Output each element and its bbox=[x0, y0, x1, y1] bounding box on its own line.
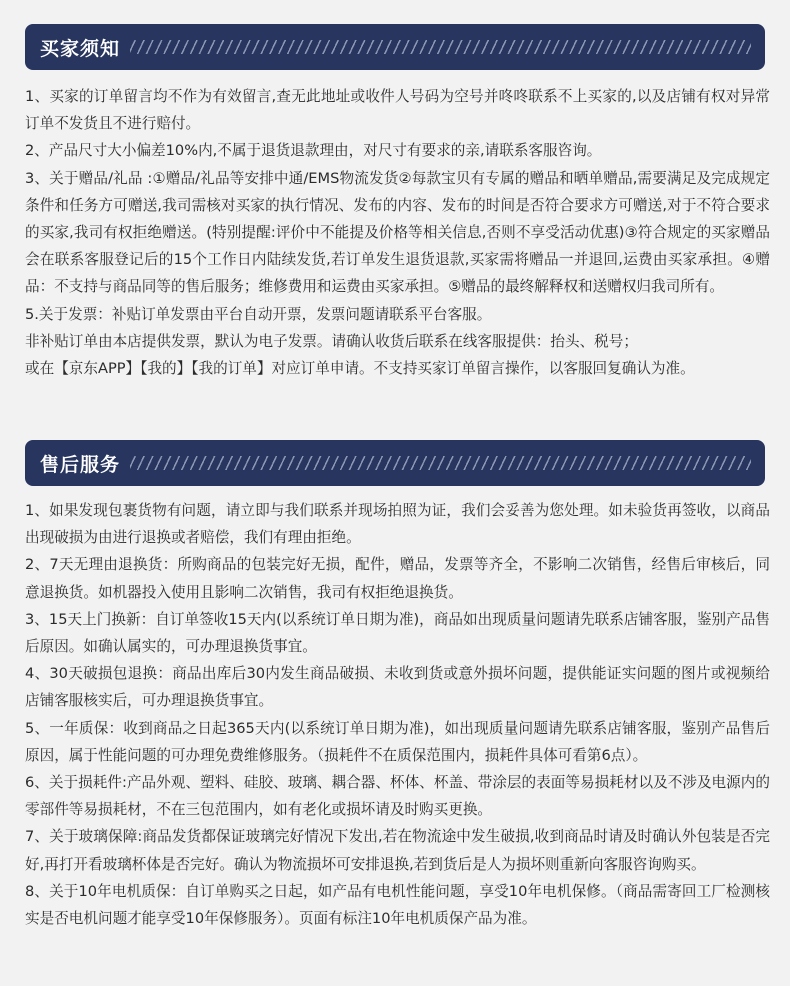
after-sales-paragraph: 7、关于玻璃保障:商品发货都保证玻璃完好情况下发出,若在物流途中发生破损,收到商品时请及时确认外包装是否完好,再打开看玻璃杯体是否完好。确认为物流损坏可安排退换,若到货后是人为损坏则重新向客服咨询购买。 bbox=[25, 828, 770, 873]
after-sales-banner bbox=[25, 440, 765, 486]
after-sales-title: 售后服务 bbox=[40, 453, 121, 476]
after-sales-paragraph: 3、15天上门换新：自订单签收15天内(以系统订单日期为准)，商品如出现质量问题请先联系店铺客服，鉴别产品售后原因。如确认属实的，可办理退换货事宜。 bbox=[25, 610, 770, 656]
after-sales-body bbox=[25, 497, 770, 932]
buyer-notice-paragraph: 3、关于赠品/礼品 :①赠品/礼品等安排中通/EMS物流发货②每款宝贝有专属的赠品和晒单赠品,需要满足及完成规定条件和任务方可赠送,我司需核对买家的执行情况、发布的内容、发布的时间是否符合要求方可赠送,对于不符合要求的买家,我司有权拒绝赠送。(特别提醒:评价中不能提及价格等相关信息,否则不享受活动优惠)③符合规定的买家赠品会在联系客服登记后的15个工作日内陆续发货,若订单发生退货退款,买家需将赠品一并退回,运费由买家承担。④赠品：不支持与商品同等的售后服务；维修费用和运费由买家承担。⑤赠品的最终解释权和送赠权归我司所有。 bbox=[25, 169, 770, 296]
buyer-notice-paragraph: 1、买家的订单留言均不作为有效留言,查无此地址或收件人号码为空号并咚咚联系不上买家的,以及店铺有权对异常订单不发货且不进行赔付。 bbox=[25, 88, 770, 133]
buyer-notice-paragraph: 非补贴订单由本店提供发票，默认为电子发票。请确认收货后联系在线客服提供：抬头、税号； bbox=[25, 332, 638, 350]
after-sales-paragraph: 8、关于10年电机质保：自订单购买之日起，如产品有电机性能问题，享受10年电机保修。（商品需寄回工厂检测核实是否电机问题才能享受10年保修服务）。页面有标注10年电机质保产品为准。 bbox=[25, 882, 770, 928]
buyer-notice-paragraph: 5.关于发票：补贴订单发票由平台自动开票，发票问题请联系平台客服。 bbox=[25, 305, 492, 323]
buyer-notice-paragraph: 或在【京东APP】【我的】【我的订单】对应订单申请。不支持买家订单留言操作，以客服回复确认为准。 bbox=[25, 360, 695, 378]
buyer-notice-banner bbox=[25, 24, 765, 70]
buyer-notice-paragraph: 2、产品尺寸大小偏差10%内,不属于退货退款理由，对尺寸有要求的亲,请联系客服咨询。 bbox=[25, 142, 602, 160]
after-sales-paragraph: 4、30天破损包退换：商品出库后30内发生商品破损、未收到货或意外损坏问题，提供能证实问题的图片或视频给店铺客服核实后，可办理退换货事宜。 bbox=[25, 665, 770, 710]
buyer-notice-title: 买家须知 bbox=[40, 37, 121, 60]
banner-stripe-decoration bbox=[130, 456, 751, 470]
buyer-notice-body bbox=[25, 83, 770, 382]
after-sales-paragraph: 6、关于损耗件:产品外观、塑料、硅胶、玻璃、耦合器、杯体、杯盖、带涂层的表面等易损耗材以及不涉及电源内的零部件等易损耗材，不在三包范围内，如有老化或损坏请及时购买更换。 bbox=[25, 774, 770, 819]
after-sales-paragraph: 2、7天无理由退换货：所购商品的包装完好无损，配件，赠品，发票等齐全，不影响二次销售，经售后审核后，同意退换货。如机器投入使用且影响二次销售，我司有权拒绝退换货。 bbox=[25, 556, 770, 601]
banner-stripe-decoration bbox=[130, 40, 751, 54]
after-sales-paragraph: 5、一年质保：收到商品之日起365天内(以系统订单日期为准)，如出现质量问题请先联系店铺客服，鉴别产品售后原因，属于性能问题的可办理免费维修服务。（损耗件不在质保范围内，损耗件具体可看第6点）。 bbox=[25, 719, 770, 764]
after-sales-paragraph: 1、如果发现包裹货物有问题，请立即与我们联系并现场拍照为证，我们会妥善为您处理。如未验货再签收，以商品出现破损为由进行退换或者赔偿，我们有理由拒绝。 bbox=[25, 502, 770, 547]
